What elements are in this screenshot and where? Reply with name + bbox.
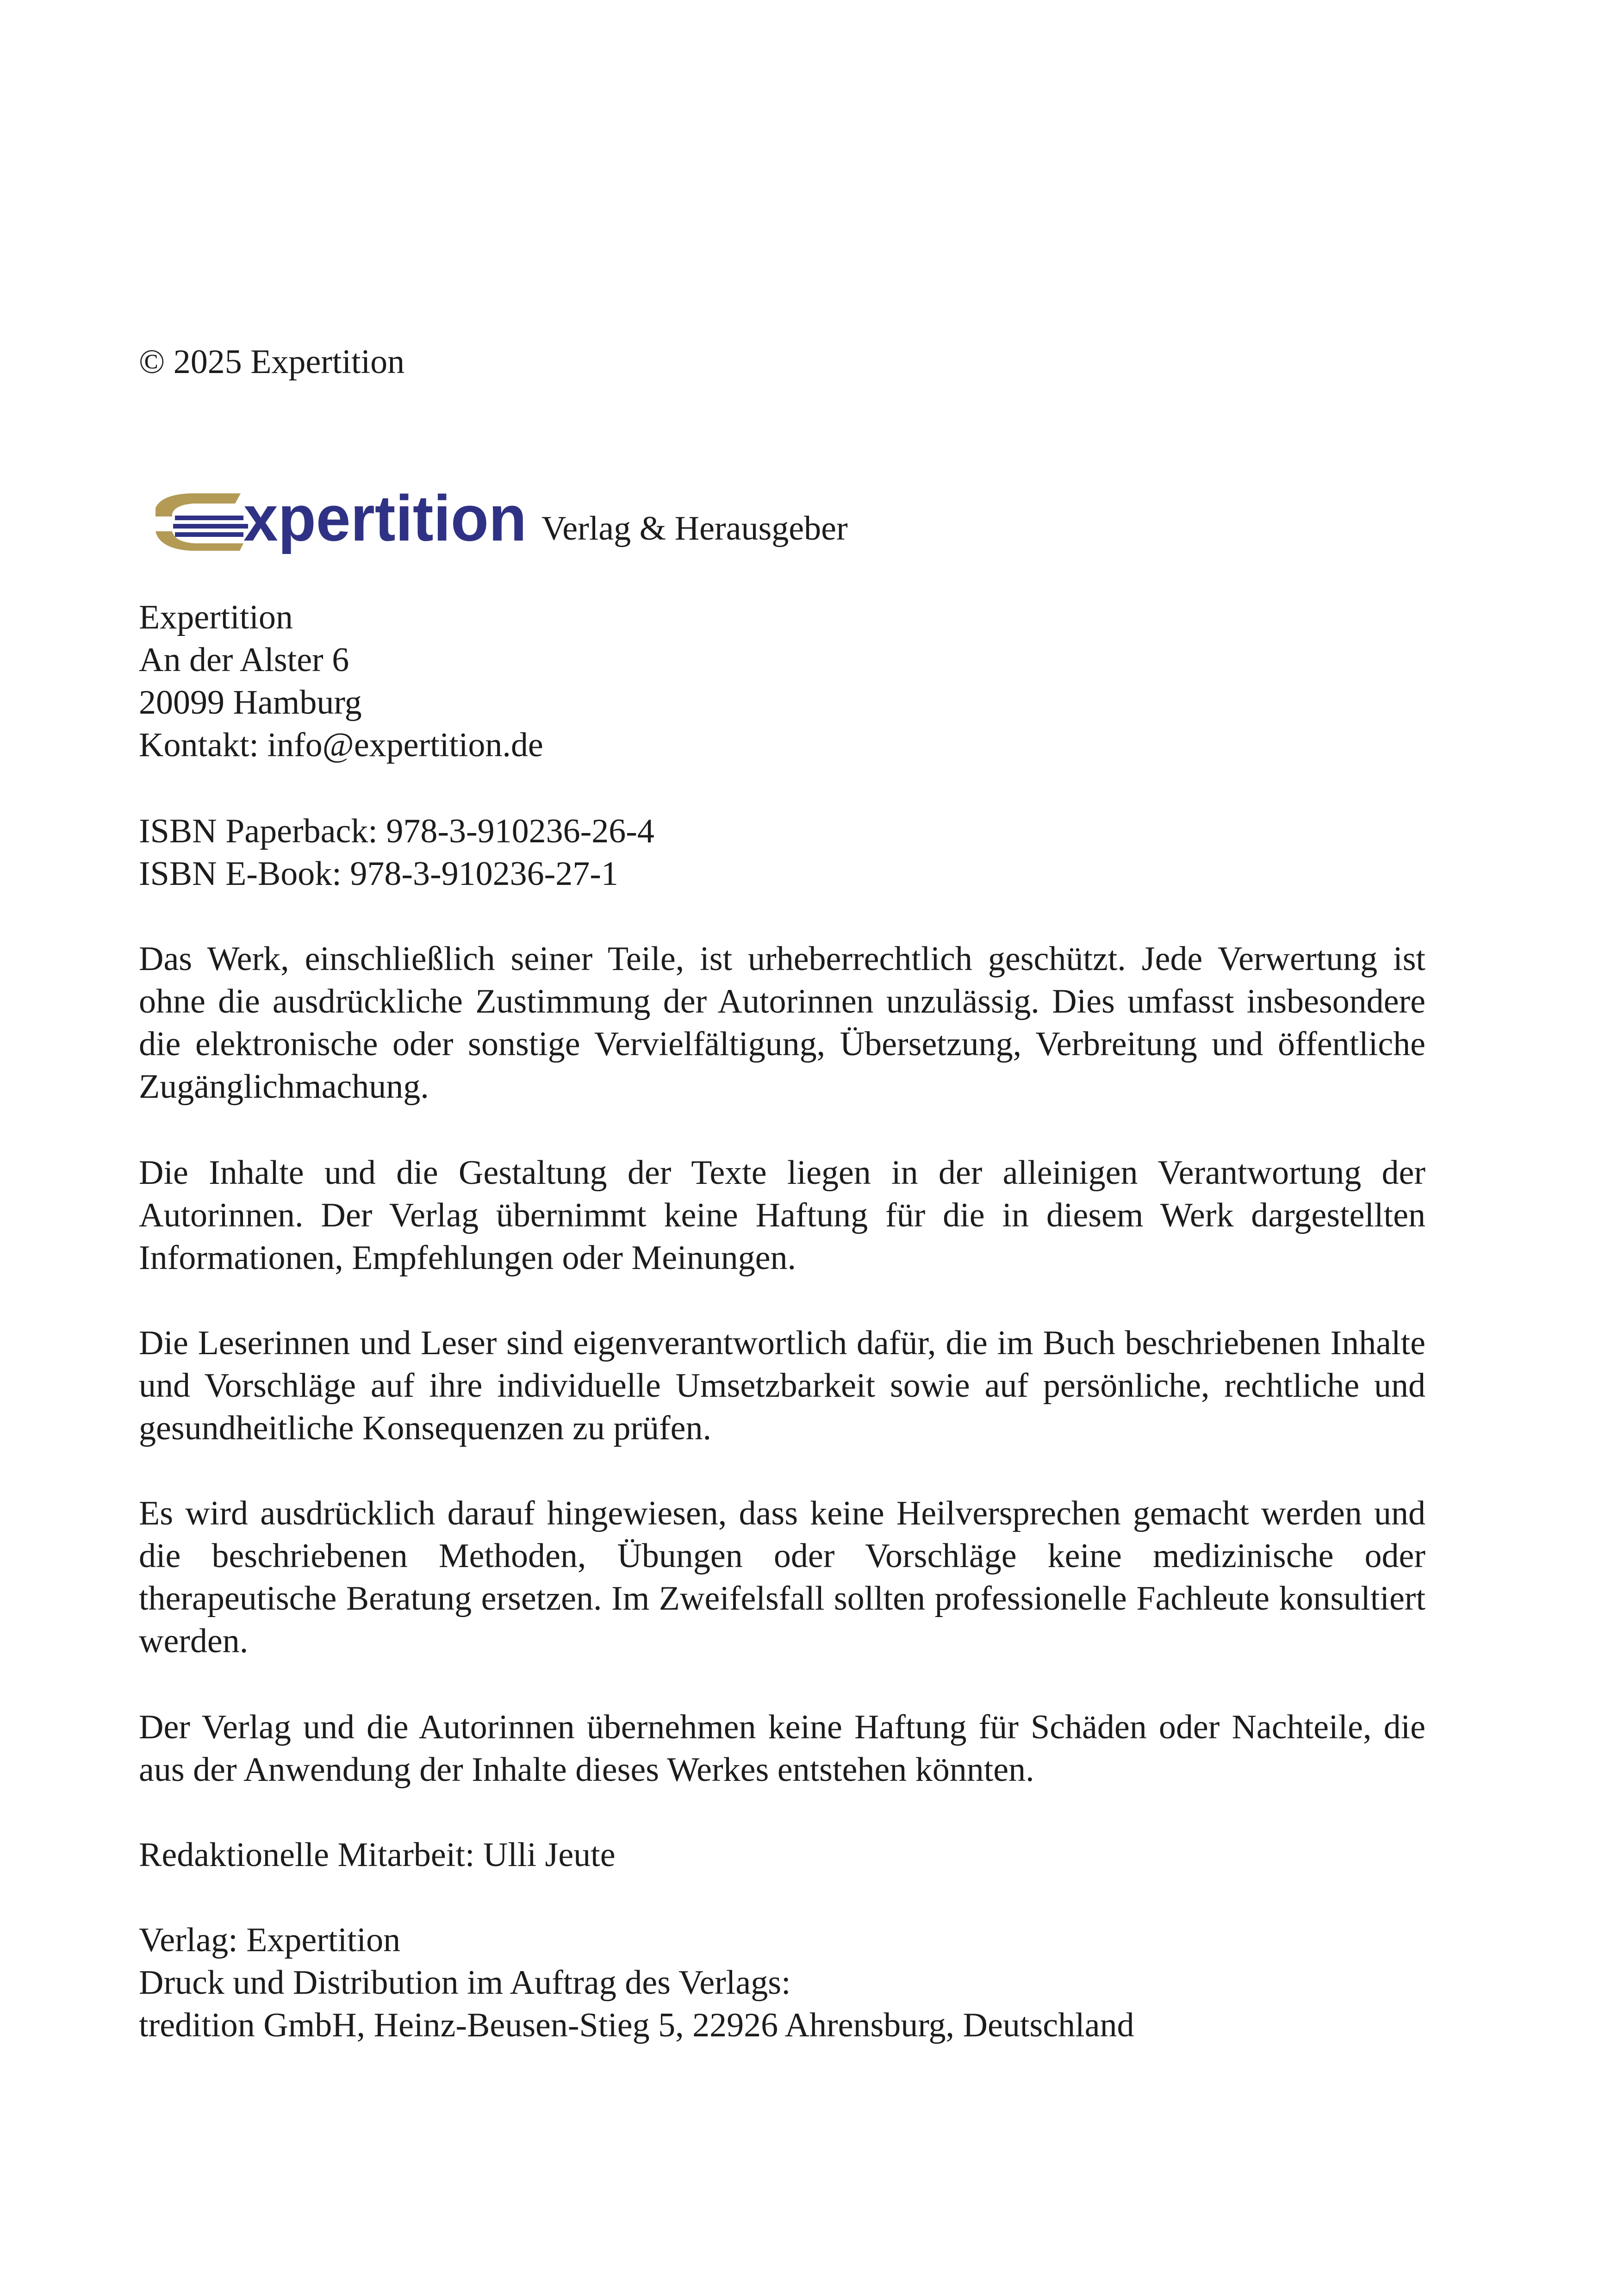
publisher-line-1: Verlag: Expertition: [139, 1921, 401, 1959]
responsibility-paragraph: Die Inhalte und die Gestaltung der Texte liegen in der alleinigen Verantwortung der Autorinnen. Der Verlag übernimmt keine Haftung für die in diesem Werk dargestellten Informationen, Empfehlungen oder Meinungen.: [139, 1154, 1425, 1277]
publisher-logo: [153, 481, 1078, 565]
reader-note-paragraph: Die Leserinnen und Leser sind eigenverantwortlich dafür, die im Buch beschriebenen Inhalte und Vorschläge auf ihre individuelle Umsetzbarkeit sowie auf persönliche, rechtliche und gesundheitliche Konsequenzen zu prüfen.: [139, 1324, 1425, 1447]
copyright-line: © 2025 Expertition: [139, 343, 405, 381]
logo-wordmark: xpertition: [243, 482, 527, 554]
expertition-logo-icon: [153, 481, 532, 565]
isbn-ebook: ISBN E-Book: 978-3-910236-27-1: [139, 855, 618, 893]
isbn-paperback: ISBN Paperback: 978-3-910236-26-4: [139, 812, 654, 850]
medical-disclaimer-paragraph: Es wird ausdrücklich darauf hingewiesen, dass keine Heilversprechen gemacht werden und die beschriebenen Methoden, Übungen oder Vorschläge keine medizinische oder therapeutische Beratung ersetzen. Im Zweifelsfall sollten professionelle Fachleute konsultiert werden.: [139, 1494, 1425, 1660]
publisher-line-2: Druck und Distribution im Auftrag des Verlags:: [139, 1964, 791, 2002]
e-bar-top: [175, 516, 243, 520]
logo-tagline: Verlag & Herausgeber: [541, 510, 848, 548]
publisher-line-3: tredition GmbH, Heinz-Beusen-Stieg 5, 22926 Ahrensburg, Deutschland: [139, 2006, 1134, 2044]
address-block: [139, 596, 1425, 766]
e-bar-bottom: [175, 532, 243, 537]
publisher-block: [139, 1919, 1425, 2047]
liability-paragraph: Der Verlag und die Autorinnen übernehmen keine Haftung für Schäden oder Nachteile, die aus der Anwendung der Inhalte dieses Werkes entstehen könnten.: [139, 1708, 1425, 1789]
address-name: Expertition: [139, 598, 293, 636]
address-street: An der Alster 6: [139, 641, 349, 679]
e-bar-middle: [173, 524, 248, 529]
address-contact: Kontakt: info@expertition.de: [139, 726, 543, 764]
editorial-line: Redaktionelle Mitarbeit: Ulli Jeute: [139, 1836, 616, 1874]
copyright-notice-paragraph: Das Werk, einschließlich seiner Teile, ist urheberrechtlich geschützt. Jede Verwertung ist ohne die ausdrückliche Zustimmung der Autorinnen unzulässig. Dies umfasst insbesondere die elektronische oder sonstige Vervielfältigung, Übersetzung, Verbreitung und öffentliche Zugänglichmachung.: [139, 940, 1425, 1106]
book-shape: [156, 493, 241, 516]
isbn-block: [139, 810, 1425, 895]
address-city: 20099 Hamburg: [139, 684, 362, 722]
